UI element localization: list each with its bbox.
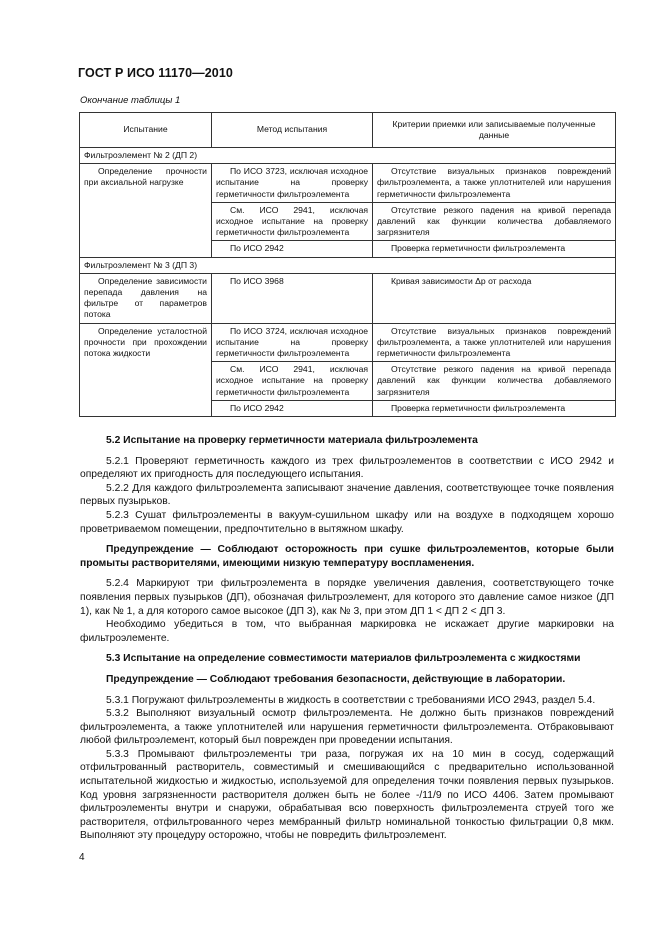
warning-drying: Предупреждение — Соблюдают осторожность при сушке фильтроэлементов, которые были промыты растворителями, имеющими низкую температуру воспламенения. [80,544,614,569]
criteria-cell: Отсутствие визуальных признаков повреждений фильтроэлемента, а также уплотнителей или нарушения герметичности фильтроэлемента [373,164,616,203]
criteria-cell: Проверка герметичности фильтроэлемента [373,241,616,257]
group-title: Фильтроэлемент № 3 (ДП 3) [80,257,616,273]
test-cell: Определение усталостной прочности при прохождении потока жидкости [80,323,212,416]
criteria-cell: Отсутствие резкого падения на кривой перепада давлений как функции количества добавляемого загрязнителя [373,362,616,401]
paragraph-5-2-4-note: Необходимо убедиться в том, что выбранная маркировка не искажает другие маркировки на фильтроэлементе. [80,619,614,644]
section-5-2-heading: 5.2 Испытание на проверку герметичности материала фильтроэлемента [106,435,478,446]
body-text [80,434,614,843]
criteria-cell: Кривая зависимости Δp от расхода [373,273,616,323]
document-header: ГОСТ Р ИСО 11170—2010 [78,66,233,80]
section-5-3-heading: 5.3 Испытание на определение совместимости материалов фильтроэлемента с жидкостями [106,653,581,665]
paragraph-5-2-1: 5.2.1 Проверяют герметичность каждого из трех фильтроэлементов в соответствии с ИСО 2942 и определяют их пригодность для последующего испытания. [80,455,614,481]
table-group-row [80,148,616,164]
method-cell: По ИСО 3724, исключая исходное испытание на проверку герметичности фильтроэлемента [212,323,373,362]
criteria-cell: Отсутствие резкого падения на кривой перепада давлений как функции количества добавляемого загрязнителя [373,202,616,241]
method-cell: По ИСО 2942 [212,241,373,257]
group-title: Фильтроэлемент № 2 (ДП 2) [80,148,616,164]
method-cell: См. ИСО 2941, исключая исходное испытание на проверку герметичности фильтроэлемента [212,202,373,241]
test-table [79,112,616,417]
column-header-method: Метод испытания [212,113,373,148]
column-header-test: Испытание [80,113,212,148]
paragraph-5-3-2: 5.3.2 Выполняют визуальный осмотр фильтроэлемента. Не должно быть признаков повреждений фильтроэлемента, а также уплотнителей или нарушения герметичности фильтроэлемента. Отбраковывают любой фильтроэлемент, который был поврежден при проведении испытания. [80,708,614,747]
criteria-cell: Отсутствие визуальных признаков повреждений фильтроэлемента, а также уплотнителей или нарушения герметичности фильтроэлемента [373,323,616,362]
test-cell: Определение зависимости перепада давления на фильтре от параметров потока [80,273,212,323]
warning-lab-safety: Предупреждение — Соблюдают требования безопасности, действующие в лаборатории. [106,673,566,685]
table-group-row [80,257,616,273]
column-header-criteria: Критерии приемки или записываемые полученные данные [373,113,616,148]
method-cell: По ИСО 2942 [212,400,373,416]
table-header-row [80,113,616,148]
table-caption: Окончание таблицы 1 [80,95,181,106]
test-cell: Определение прочности при аксиальной нагрузке [80,164,212,257]
table-row [80,164,616,203]
method-cell: По ИСО 3968 [212,273,373,323]
paragraph-5-3-3: 5.3.3 Промывают фильтроэлементы три раза, погружая их на 10 мин в сосуд, содержащий отфильтрованный растворитель, совместимый и смешивающийся с предварительно использованной испытательной жидкостью и жидкостью, используемой для определения точки появления первых пузырьков. Код уровня загрязненности растворителя должен быть не более -/11/9 по ИСО 4406. Затем промывают фильтроэлементы внутри и снаружи, обрабатывая всю поверхность фильтроэлемента струей того же растворителя, отфильтрованного через мембранный фильтр номинальной тонкостью фильтрации 0,8 мкм. Выполняют эту процедуру осторожно, чтобы не повредить фильтроэлемент. [80,748,614,842]
page-number: 4 [79,852,85,863]
method-cell: По ИСО 3723, исключая исходное испытание на проверку герметичности фильтроэлемента [212,164,373,203]
criteria-cell: Проверка герметичности фильтроэлемента [373,400,616,416]
paragraph-5-2-3: 5.2.3 Сушат фильтроэлементы в вакуум-сушильном шкафу или на воздухе в подходящем хорошо проветриваемом помещении, предпочтительно в вытяжном шкафу. [80,509,614,535]
table-row [80,323,616,362]
method-cell: См. ИСО 2941, исключая исходное испытание на проверку герметичности фильтроэлемента [212,362,373,401]
table-row [80,273,616,323]
paragraph-5-2-2: 5.2.2 Для каждого фильтроэлемента записывают значение давления, соответствующее точке появления первых пузырьков. [80,482,614,508]
paragraph-5-3-1: 5.3.1 Погружают фильтроэлементы в жидкость в соответствии с требованиями ИСО 2943, раздел 5.4. [106,694,596,706]
paragraph-5-2-4: 5.2.4 Маркируют три фильтроэлемента в порядке увеличения давления, соответствующего точке появления первых пузырьков (ДП), обозначая фильтроэлемент, для которого это давление самое низкое (ДП 1), как № 1, а для которого самое высокое (ДП 3), как № 3, при этом ДП 1 < ДП 2 < ДП 3. [80,578,614,617]
